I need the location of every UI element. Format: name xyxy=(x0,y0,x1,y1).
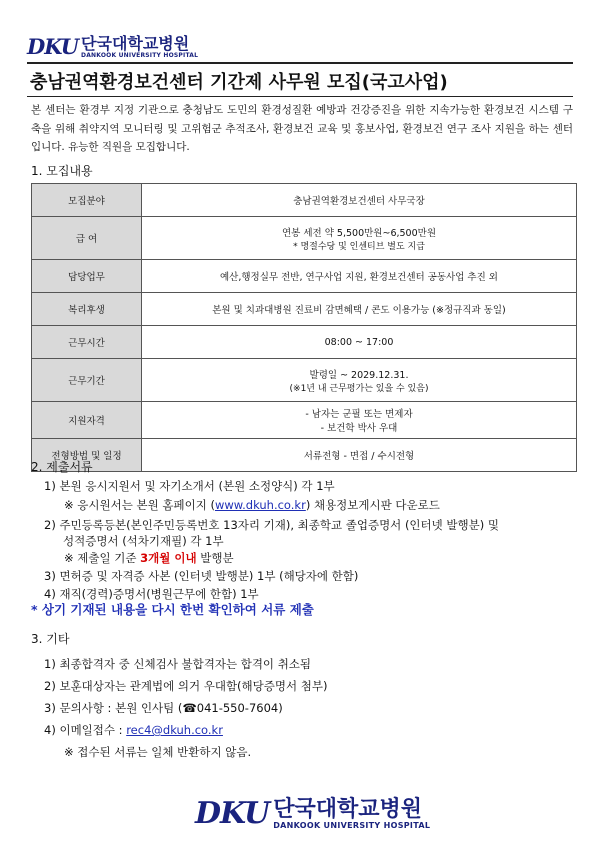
row-value-salary xyxy=(142,217,577,260)
hospital-logo-top xyxy=(27,36,198,59)
logo-korean-name: 단국대학교병원 xyxy=(273,797,422,822)
salary-line: 연봉 세전 약 5,500만원~6,500만원 xyxy=(281,227,436,239)
row-label-field: 모집분야 xyxy=(32,184,142,217)
row-label-duties: 담당업무 xyxy=(32,260,142,293)
row-label-benefits: 복리후생 xyxy=(32,293,142,326)
row-label-salary: 급 여 xyxy=(32,217,142,260)
email-prefix: 4) 이메일접수 : xyxy=(44,723,127,737)
note1-prefix: ※ 응시원서는 본원 홈페이지 ( xyxy=(64,498,215,512)
period-line: 발령일 ~ 2029.12.31. xyxy=(309,369,409,381)
note1-suffix: ) 채용정보게시판 다운로드 xyxy=(305,498,440,512)
other-item-4 xyxy=(44,722,223,738)
qualification-line-1: - 남자는 군필 또는 면제자 xyxy=(305,409,413,420)
page-title: 충남권역환경보건센터 기간제 사무원 모집(국고사업) xyxy=(30,72,448,93)
salary-note: * 명절수당 및 인센티브 별도 지급 xyxy=(293,241,425,252)
note2-prefix: ※ 제출일 기준 xyxy=(64,551,141,565)
table-row xyxy=(32,260,577,293)
row-value-period xyxy=(142,359,577,402)
documents-item-3: 3) 면허증 및 자격증 사본 (인터넷 발행분) 1부 (해당자에 한함) xyxy=(44,569,359,583)
other-note: ※ 접수된 서류는 일체 반환하지 않음. xyxy=(64,745,252,759)
row-value-benefits: 본원 및 치과대병원 진료비 감면혜택 / 콘도 이용가능 (※정규직과 동일) xyxy=(142,293,577,326)
row-label-selection: 전형방법 및 일정 xyxy=(32,439,142,472)
hospital-logo-bottom xyxy=(195,796,431,831)
logo-english-name: DANKOOK UNIVERSITY HOSPITAL xyxy=(81,52,199,59)
homepage-link[interactable]: www.dkuh.co.kr xyxy=(214,498,306,512)
top-rule xyxy=(27,62,573,64)
table-row xyxy=(32,402,577,439)
intro-paragraph: 본 센터는 환경부 지정 기관으로 충청남도 도민의 환경성질환 예방과 건강증진을 위한 지속가능한 환경보건 시스템 구축을 위해 취약지역 모니터링 및 고위험군 추적조사, 환경보건 교육 및 홍보사업, 환경보건 연구 조사 지원을 하는 센터입니다. 유능한 직원을 모집합니다. xyxy=(31,104,573,153)
other-item-2: 2) 보훈대상자는 관계법에 의거 우대함(해당증명서 첨부) xyxy=(44,679,328,693)
note2-highlight: 3개월 이내 xyxy=(140,551,197,565)
row-value-field: 충남권역환경보건센터 사무국장 xyxy=(142,184,577,217)
documents-note-1 xyxy=(64,497,440,513)
qualification-line-2: - 보건학 박사 우대 xyxy=(320,423,398,434)
row-value-qualification xyxy=(142,402,577,439)
dku-logo-mark: DKU xyxy=(27,34,79,59)
recruitment-table xyxy=(31,183,577,472)
row-label-hours: 근무시간 xyxy=(32,326,142,359)
table-row xyxy=(32,326,577,359)
table-row xyxy=(32,217,577,260)
note2-suffix: 발행분 xyxy=(196,551,234,565)
documents-item-4: 4) 재직(경력)증명서(병원근무에 한함) 1부 xyxy=(44,587,259,601)
section-documents-heading: 2. 제출서류 xyxy=(31,460,93,474)
documents-note-2 xyxy=(64,550,234,566)
table-row xyxy=(32,293,577,326)
logo-korean-name: 단국대학교병원 xyxy=(81,34,190,53)
email-link[interactable]: rec4@dkuh.co.kr xyxy=(126,723,223,737)
title-rule xyxy=(27,96,573,97)
warning-notice: * 상기 기재된 내용을 다시 한번 확인하여 서류 제출 xyxy=(31,602,314,617)
section-recruitment-heading: 1. 모집내용 xyxy=(31,164,93,178)
row-value-selection: 서류전형 - 면접 / 수시전형 xyxy=(142,439,577,472)
row-label-qualification: 지원자격 xyxy=(32,402,142,439)
documents-item-2-line-2: 성적증명서 (석차기재필) 각 1부 xyxy=(63,534,224,548)
documents-item-1: 1) 본원 응시지원서 및 자기소개서 (본원 소정양식) 각 1부 xyxy=(44,479,335,493)
other-item-3: 3) 문의사항 : 본원 인사팀 (☎041-550-7604) xyxy=(44,701,283,715)
logo-english-name: DANKOOK UNIVERSITY HOSPITAL xyxy=(273,821,431,830)
section-other-heading: 3. 기타 xyxy=(31,632,70,646)
period-note: (※1년 내 근무평가는 있을 수 있음) xyxy=(289,383,429,394)
row-value-hours: 08:00 ~ 17:00 xyxy=(142,326,577,359)
dku-logo-mark: DKU xyxy=(195,796,270,831)
documents-item-2-line-1: 2) 주민등록등본(본인주민등록번호 13자리 기재), 최종학교 졸업증명서 (인터넷 발행분) 및 xyxy=(44,518,499,532)
other-item-1: 1) 최종합격자 중 신체검사 불합격자는 합격이 취소됨 xyxy=(44,657,312,671)
row-value-duties: 예산,행정실무 전반, 연구사업 지원, 환경보건센터 공동사업 추진 외 xyxy=(142,260,577,293)
table-row xyxy=(32,184,577,217)
table-row xyxy=(32,439,577,472)
row-label-period: 근무기간 xyxy=(32,359,142,402)
table-row xyxy=(32,359,577,402)
